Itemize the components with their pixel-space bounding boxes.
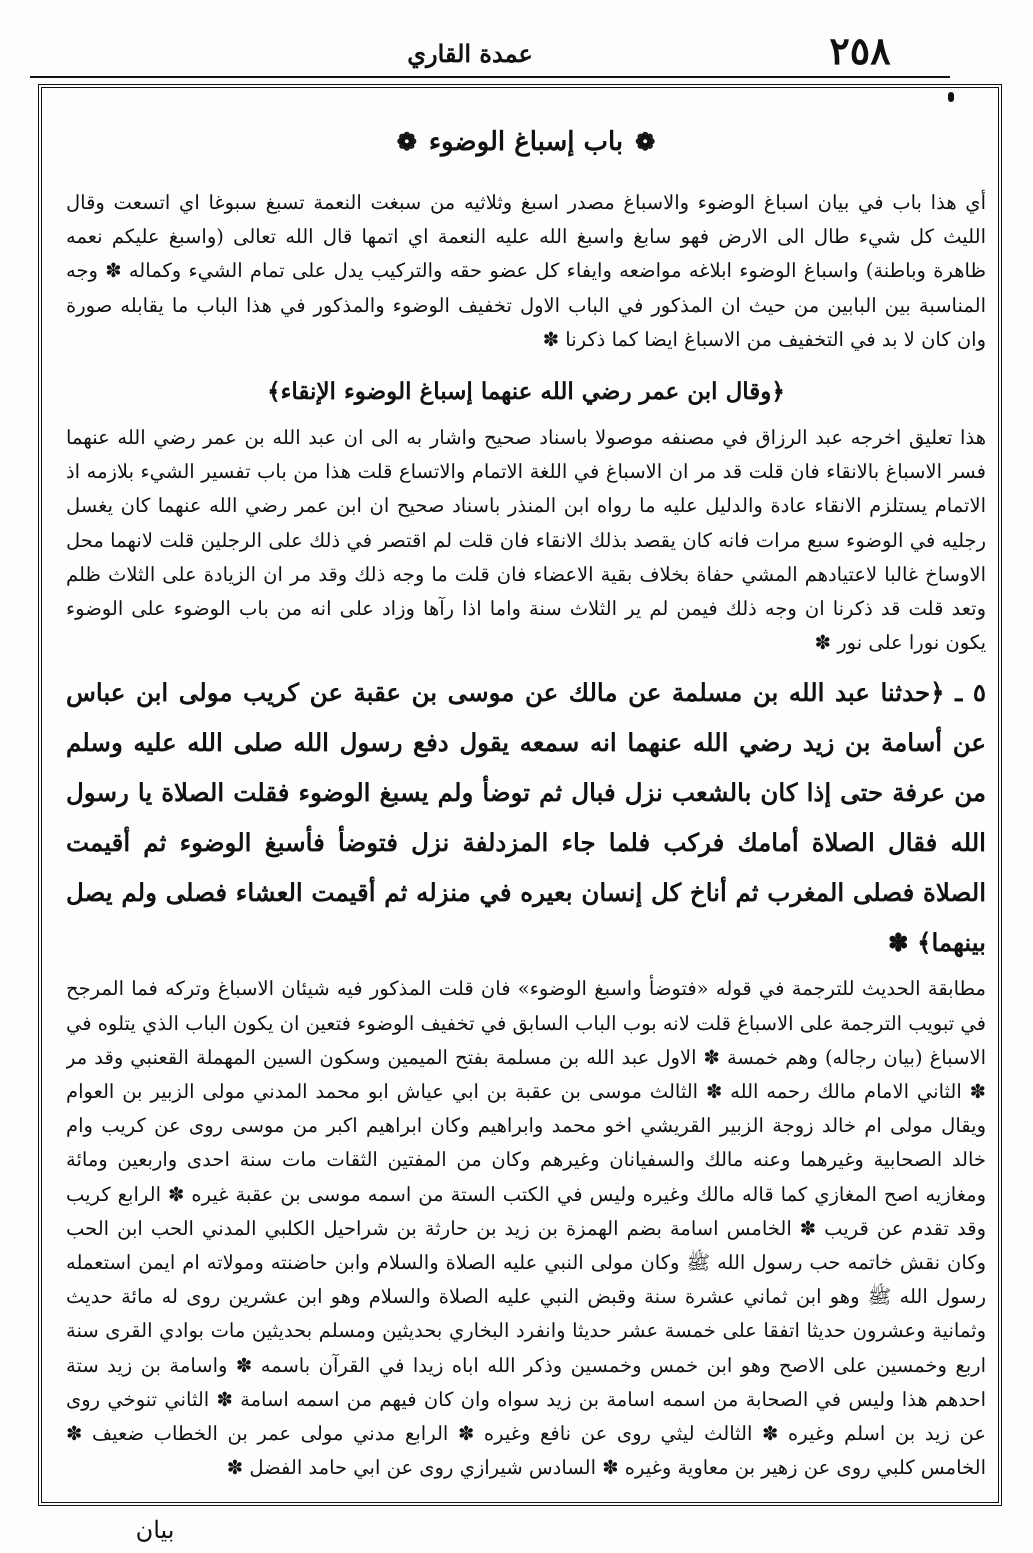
catchword: بيان xyxy=(135,1516,175,1544)
margin-mark xyxy=(948,92,954,102)
page-number: ٢٥٨ xyxy=(829,28,891,73)
commentary-paragraph-1: هذا تعليق اخرجه عبد الرزاق في مصنفه موصولا باسناد صحيح واشار به الى ان عبد الله بن عمر رضي الله عنهما فسر الاسباغ بالانقاء فان قلت قد مر ان الاسباغ في اللغة الاتمام والاتساع قلت هذا من باب تفسير الشيء بلازمه اذ الاتمام يستلزم الانقاء عادة والدليل عليه ما رواه ابن المنذر باسناد صحيح ان ابن عمر رضي الله عنهما كان يغسل رجليه في الوضوء سبع مرات فانه كان يقصد بذلك الانقاء فان قلت لم اقتصر في ذلك على الرجلين قلت لانهما محل الاوساخ غالبا لاعتيادهم المشي حفاة بخلاف بقية الاعضاء فان قلت ما وجه ذلك وقد مر ان الزيادة على الثلاث ظلم وتعد قلت قد ذكرنا ان وجه ذلك فيمن لم ير الثلاث سنة واما اذا رآها وزاد على انه من باب الوضوء على الوضوء يكون نورا على نور ✽ xyxy=(66,426,986,655)
intro-paragraph: أي هذا باب في بيان اسباغ الوضوء والاسباغ مصدر اسبغ وثلاثيه من سبغت النعمة تسبغ سبوغا اي اتسعت وقال الليث كل شيء طال الى الارض فهو سابغ واسبغ الله عليه النعمة اي اتمها قال الله تعالى (واسبغ عليكم نعمه ظاهرة وباطنة) واسباغ الوضوء ابلاغه مواضعه وايفاء كل عضو حقه والتركيب يدل على تمام الشيء وكماله ✽ وجه المناسبة بين البابين من حيث ان المذكور في الباب الاول تخفيف الوضوء والمذكور في هذا الباب ما يقابله صورة وان كان لا بد في التخفيف من الاسباغ ايضا كما ذكرنا ✽ xyxy=(66,191,986,351)
ornament-icon: ❁ xyxy=(635,127,656,156)
ornament-icon: ❁ xyxy=(396,127,417,156)
running-title: عمدة القاري xyxy=(407,39,533,68)
header-rule xyxy=(30,76,950,78)
section-subheading: ﴿وقال ابن عمر رضي الله عنهما إسباغ الوضوء الإنقاء﴾ xyxy=(267,378,785,406)
chapter-heading xyxy=(66,122,986,162)
commentary-paragraph-2: مطابقة الحديث للترجمة في قوله «فتوضأ واسبغ الوضوء» فان قلت المذكور فيه شيئان الاسباغ وتركه فما المرجح في تبويب الترجمة على الاسباغ قلت لانه بوب الباب السابق في تخفيف الوضوء فتعين ان يكون الباب الذي يتلوه في الاسباغ (بيان رجاله) وهم خمسة ✽ الاول عبد الله بن مسلمة بفتح الميمين وسكون السين المهملة القعنبي وقد مر ✽ الثاني الامام مالك رحمه الله ✽ الثالث موسى بن عقبة بن ابي عياش ابو محمد المدني مولى الزبير بن العوام ويقال مولى ام خالد زوجة الزبير القريشي اخو محمد وابراهيم وكان ابراهيم اكبر من موسى روى عن كريب وام خالد الصحابية وغيرهما وعنه مالك والسفيانان وغيرهم وكان من المفتين الثقات مات سنة احدى واربعين ومائة ومغازيه اصح المغازي كما قاله مالك وغيره وليس في الكتب الستة من اسمه موسى بن عقبة غيره ✽ الرابع كريب وقد تقدم عن قريب ✽ الخامس اسامة بضم الهمزة بن زيد بن حارثة بن شراحيل الكلبي المدني الحب ابن الحب وكان نقش خاتمه حب رسول الله ﷺ وكان مولى النبي عليه الصلاة والسلام وابن حاضنته ومولاته ام ايمن استعمله رسول الله ﷺ وهو ابن ثماني عشرة سنة وقبض النبي عليه الصلاة والسلام وهو ابن عشرين روى له مائة حديث وثمانية وعشرون حديثا اتفقا على خمسة عشر حديثا وانفرد البخاري بحديثين ومسلم بحديثين مات بوادي القرى سنة اربع وخمسين على الاصح وهو ابن خمس وخمسين وذكر الله اباه زيدا في القرآن باسمه ✽ واسامة بن زيد ستة احدهم هذا وليس في الصحابة من اسمه اسامة بن زيد سواه وان كان فيهم من اسمه اسامة ✽ الثاني تنوخي روى عن زيد بن اسلم وغيره ✽ الثالث ليثي روى عن نافع وغيره ✽ الرابع مدني مولى عمر بن الخطاب ضعيف ✽ الخامس كلبي روى عن زهير بن معاوية وغيره ✽ السادس شيرازي روى عن ابي حامد الفضل ✽ xyxy=(66,977,986,1480)
hadith-text: ٥ ـ ﴿حدثنا عبد الله بن مسلمة عن مالك عن موسى بن عقبة عن كريب مولى ابن عباس عن أسامة بن زيد رضي الله عنهما انه سمعه يقول دفع رسول الله صلى الله عليه وسلم من عرفة حتى إذا كان بالشعب نزل فبال ثم توضأ ولم يسبغ الوضوء فقلت الصلاة يا رسول الله فقال الصلاة أمامك فركب فلما جاء المزدلفة نزل فتوضأ فأسبغ الوضوء ثم أقيمت الصلاة فصلى المغرب ثم أناخ كل إنسان بعيره في منزله ثم أقيمت العشاء فصلى ولم يصل بينهما﴾ ✽ xyxy=(66,678,986,958)
chapter-title: باب إسباغ الوضوء xyxy=(428,127,624,157)
page-body xyxy=(66,112,986,1502)
